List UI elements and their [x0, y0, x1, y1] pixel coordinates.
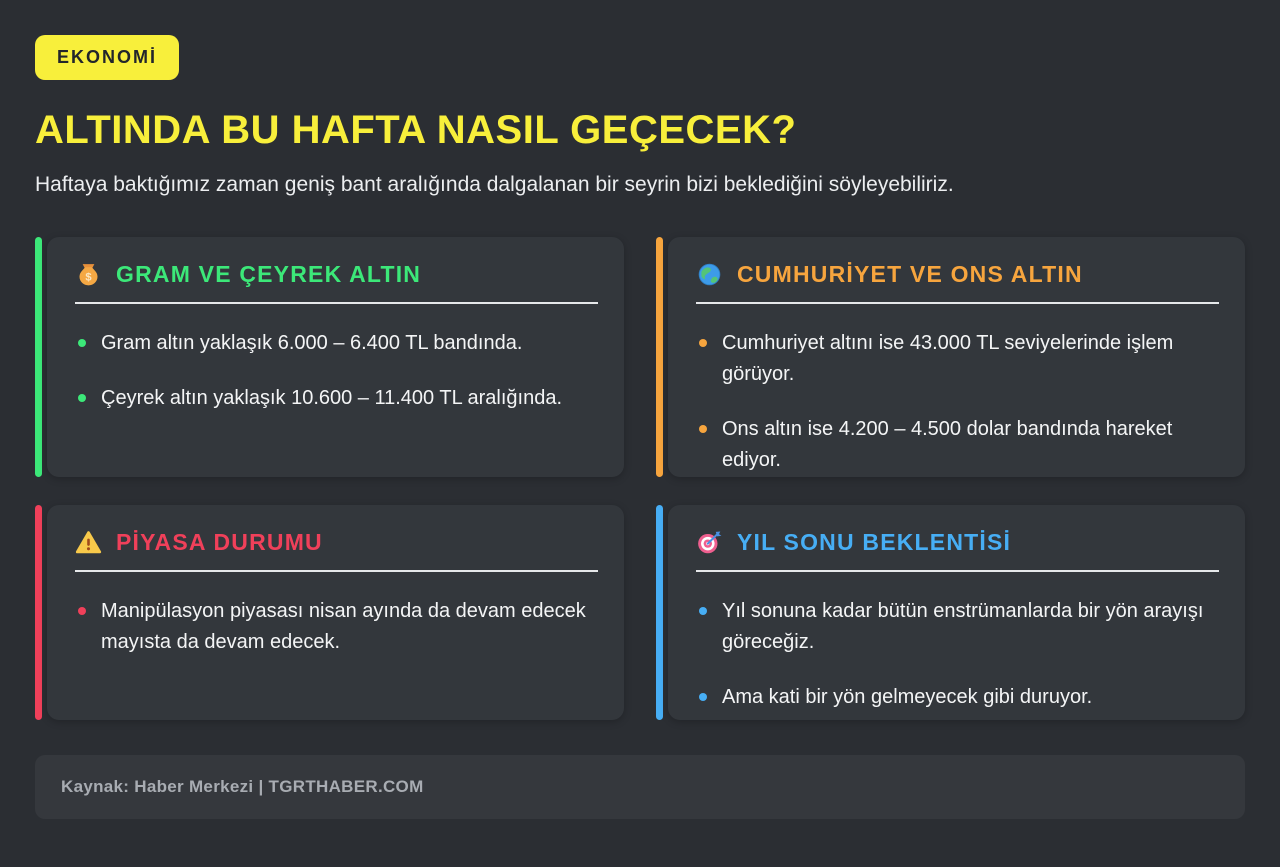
page-title: ALTINDA BU HAFTA NASIL GEÇECEK? [35, 108, 797, 152]
bullet-list [75, 328, 598, 414]
card-body [668, 237, 1245, 477]
card-header [75, 261, 598, 304]
card-title: CUMHURİYET VE ONS ALTIN [737, 261, 1083, 287]
svg-text:$: $ [85, 271, 92, 284]
card-body [668, 505, 1245, 720]
bullet-item: Yıl sonuna kadar bütün enstrümanlarda bir yön arayışı göreceğiz. [696, 596, 1219, 658]
footer-bar [35, 755, 1245, 819]
card-header [75, 529, 598, 572]
bullet-item: Gram altın yaklaşık 6.000 – 6.400 TL bandında. [75, 328, 598, 359]
card-title: GRAM VE ÇEYREK ALTIN [116, 261, 422, 287]
bullet-item: Ama kati bir yön gelmeyecek gibi duruyor. [696, 682, 1219, 713]
target-icon [696, 529, 723, 556]
cards-grid [35, 237, 1245, 720]
source-text: Kaynak: Haber Merkezi | TGRTHABER.COM [61, 777, 424, 796]
card-accent-bar [656, 237, 663, 477]
card-title: PİYASA DURUMU [116, 529, 323, 555]
bullet-item: Manipülasyon piyasası nisan ayında da devam edecek mayısta da devam edecek. [75, 596, 598, 658]
card-header [696, 261, 1219, 304]
globe-icon [696, 261, 723, 288]
card-piyasa-durumu [35, 505, 624, 720]
card-cumhuriyet-ons [656, 237, 1245, 477]
money-bag-icon [75, 261, 102, 288]
card-accent-bar [656, 505, 663, 720]
bullet-list [75, 596, 598, 658]
card-title: YIL SONU BEKLENTİSİ [737, 529, 1012, 555]
card-accent-bar [35, 505, 42, 720]
ekonomi-badge: EKONOMİ [35, 35, 179, 80]
card-accent-bar [35, 237, 42, 477]
card-yil-sonu [656, 505, 1245, 720]
card-body [47, 237, 624, 477]
card-gram-ceyrek [35, 237, 624, 477]
card-body [47, 505, 624, 720]
page-subtitle: Haftaya baktığımız zaman geniş bant aralığında dalgalanan bir seyrin bizi beklediğini söyleyebiliriz. [35, 173, 954, 196]
warning-icon [75, 529, 102, 556]
bullet-item: Çeyrek altın yaklaşık 10.600 – 11.400 TL aralığında. [75, 383, 598, 414]
bullet-list [696, 596, 1219, 713]
card-header [696, 529, 1219, 572]
bullet-item: Ons altın ise 4.200 – 4.500 dolar bandında hareket ediyor. [696, 414, 1219, 476]
bullet-item: Cumhuriyet altını ise 43.000 TL seviyelerinde işlem görüyor. [696, 328, 1219, 390]
bullet-list [696, 328, 1219, 476]
